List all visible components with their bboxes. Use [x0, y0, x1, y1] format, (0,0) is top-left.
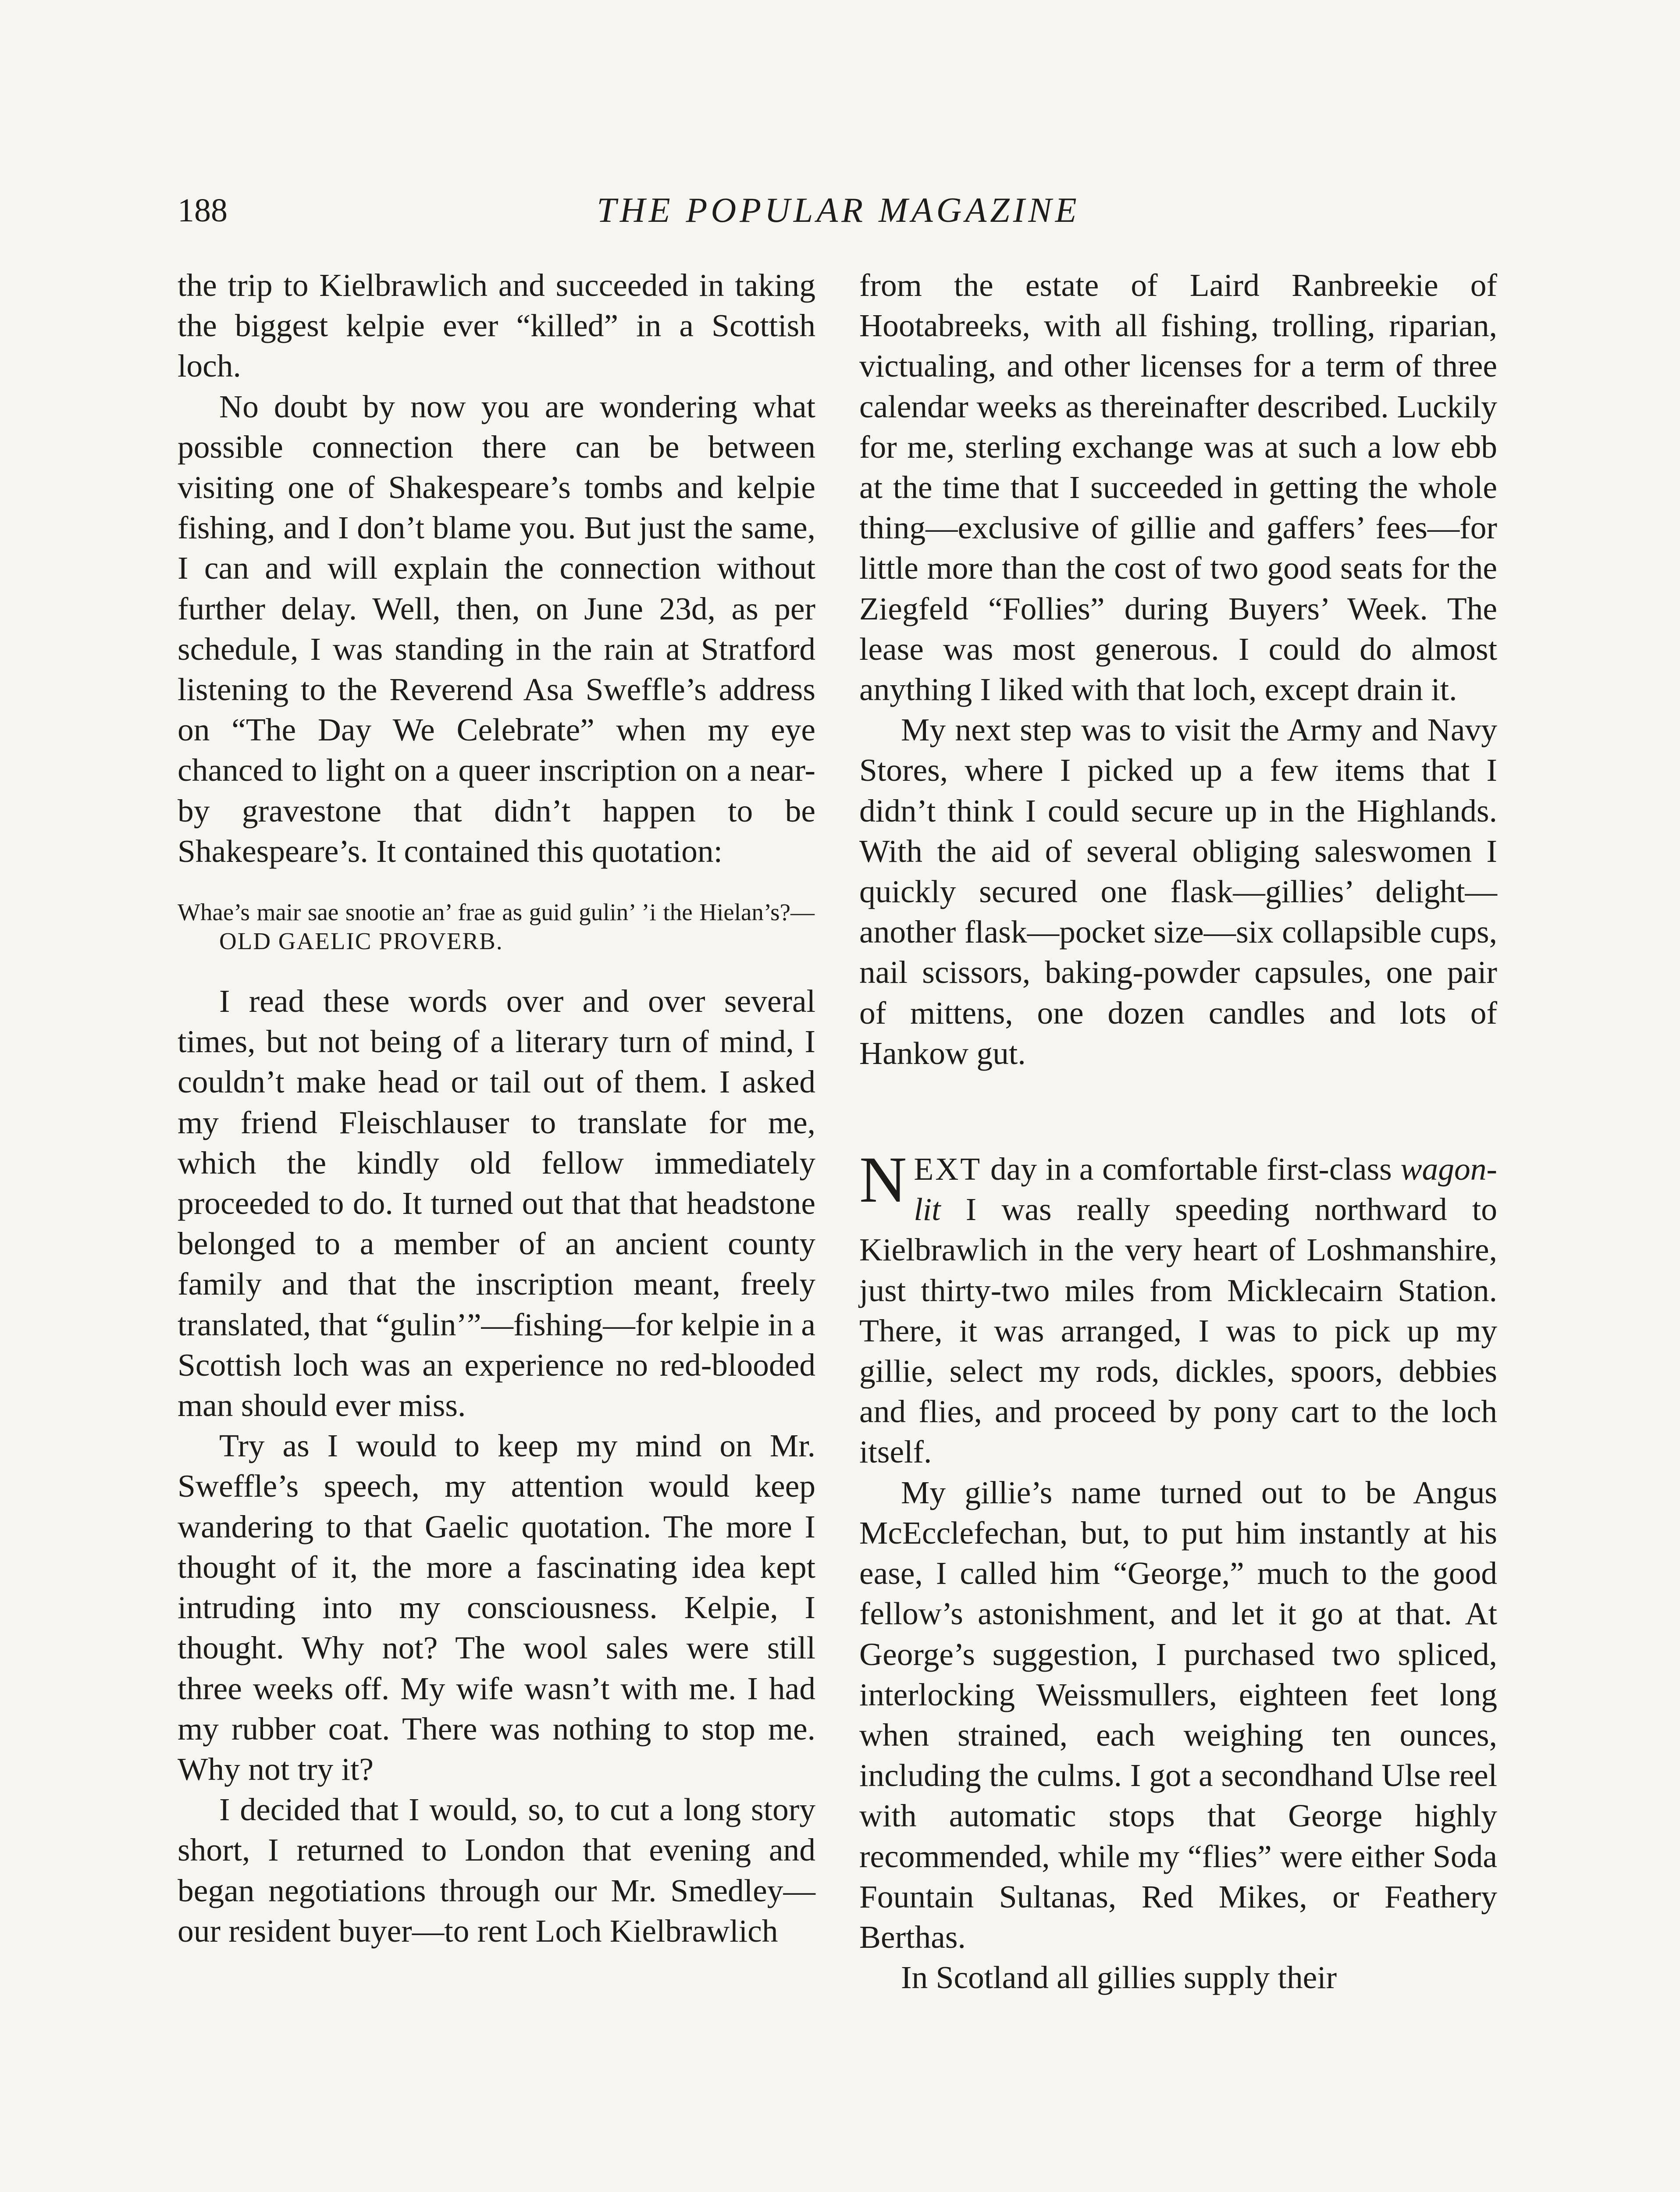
right-paragraph-1: from the estate of Laird Ranbreekie of Hootabreeks, with all fishing, trolling, riparian, victualing, and other licenses for a term of three calendar weeks as thereinafter described. Luckily for me, sterling exchange was at such a low ebb at the time that I succeeded in getting the whole thing—exclusive of gillie and gaffers’ fees—for little more than the cost of two good seats for the Ziegfeld “Follies” during Buyers’ Week. The lease was most generous. I could do almost anything I liked with that loch, except drain it. — [859, 267, 1497, 708]
paragraph-3-text-a: day in a comfortable first-class — [982, 1151, 1401, 1187]
left-paragraph-3: I read these words over and over several times, but not being of a literary turn of mind, I couldn’t make head or tail out of them. I asked my friend Fleischlauser to translate for me, which the kindly old fellow immediately proceeded to do. It turned out that that headstone belonged to a member of an ancient county family and that the inscription meant, freely translated, that “gulin’”—fishing—for kelpie in a Scottish loch was an experience no red-blooded man should ever miss. — [178, 983, 815, 1423]
right-paragraph-2: My next step was to visit the Army and Navy Stores, where I picked up a few items that I didn’t think I could secure up in the Highlands. With the aid of several obliging saleswomen I quickly secured one flask—gillies’ delight—another flask—pocket size—six collapsible cups, nail scissors, baking-powder capsules, one pair of mittens, one dozen candles and lots of Hankow gut. — [859, 712, 1497, 1071]
right-paragraph-4: My gillie’s name turned out to be Angus McEcclefechan, but, to put him instantly at his ease, I called him “George,” much to the good fellow’s astonishment, and let it go at that. At George’s suggestion, I purchased two spliced, interlocking Weissmullers, eighteen feet long when strained, each weighing ten ounces, including the culms. I got a secondhand Ulse reel with automatic stops that George highly recommended, while my “flies” were either Soda Fountain Sultanas, Red Mikes, or Feathery Berthas. — [859, 1474, 1497, 1955]
wagon-lit-italic: wagon-lit — [914, 1151, 1497, 1228]
left-paragraph-5: I decided that I would, so, to cut a long story short, I returned to London that evening and began negotiations through our Mr. Smedley—our resident buyer—to rent Loch Kielbrawlich — [178, 1792, 815, 1949]
quote-text: Whae’s mair sae snootie an’ frae as guid gulin’ ’i the Hielan’s? — [178, 899, 790, 926]
left-paragraph-4: Try as I would to keep my mind on Mr. Sweffle’s speech, my attention would keep wandering to that Gaelic quotation. The more I thought of it, the more a fascinating idea kept intruding into my consciousness. Kelpie, I thought. Why not? The wool sales were still three weeks off. My wife wasn’t with me. I had my rubber coat. There was nothing to stop me. Why not try it? — [178, 1428, 815, 1787]
right-column — [859, 265, 1497, 1998]
page-number: 188 — [178, 192, 228, 229]
right-paragraph-3 — [859, 1143, 1497, 1473]
left-column — [178, 265, 815, 1951]
running-title: THE POPULAR MAGAZINE — [597, 191, 1080, 230]
page-header — [178, 182, 1499, 239]
gaelic-proverb-quote — [178, 898, 815, 956]
quote-attribution: —OLD GAELIC PROVERB. — [219, 899, 815, 955]
lead-in-word: EXT — [914, 1151, 982, 1187]
right-paragraph-5: In Scotland all gillies supply their — [901, 1960, 1337, 1996]
drop-cap-letter: N — [859, 1143, 907, 1217]
left-paragraph-1: the trip to Kielbrawlich and succeeded in taking the biggest kelpie ever “killed” in a Scottish loch. — [178, 267, 815, 384]
paragraph-3-text-b: I was really speeding northward to Kielbrawlich in the very heart of Loshmanshire, just thirty-two miles from Micklecairn Station. There, it was arranged, I was to pick up my gillie, select my rods, dickles, spoors, debbies and flies, and proceed by pony cart to the loch itself. — [859, 1192, 1497, 1470]
section-break — [859, 1074, 1497, 1149]
left-paragraph-2: No doubt by now you are wondering what possible connection there can be between visiting one of Shakespeare’s tombs and kelpie fishing, and I don’t blame you. But just the same, I can and will explain the connection without further delay. Well, then, on June 23d, as per schedule, I was standing in the rain at Stratford listening to the Reverend Asa Sweffle’s address on “The Day We Celebrate” when my eye chanced to light on a queer inscription on a near-by gravestone that didn’t happen to be Shakespeare’s. It contained this quotation: — [178, 388, 815, 869]
